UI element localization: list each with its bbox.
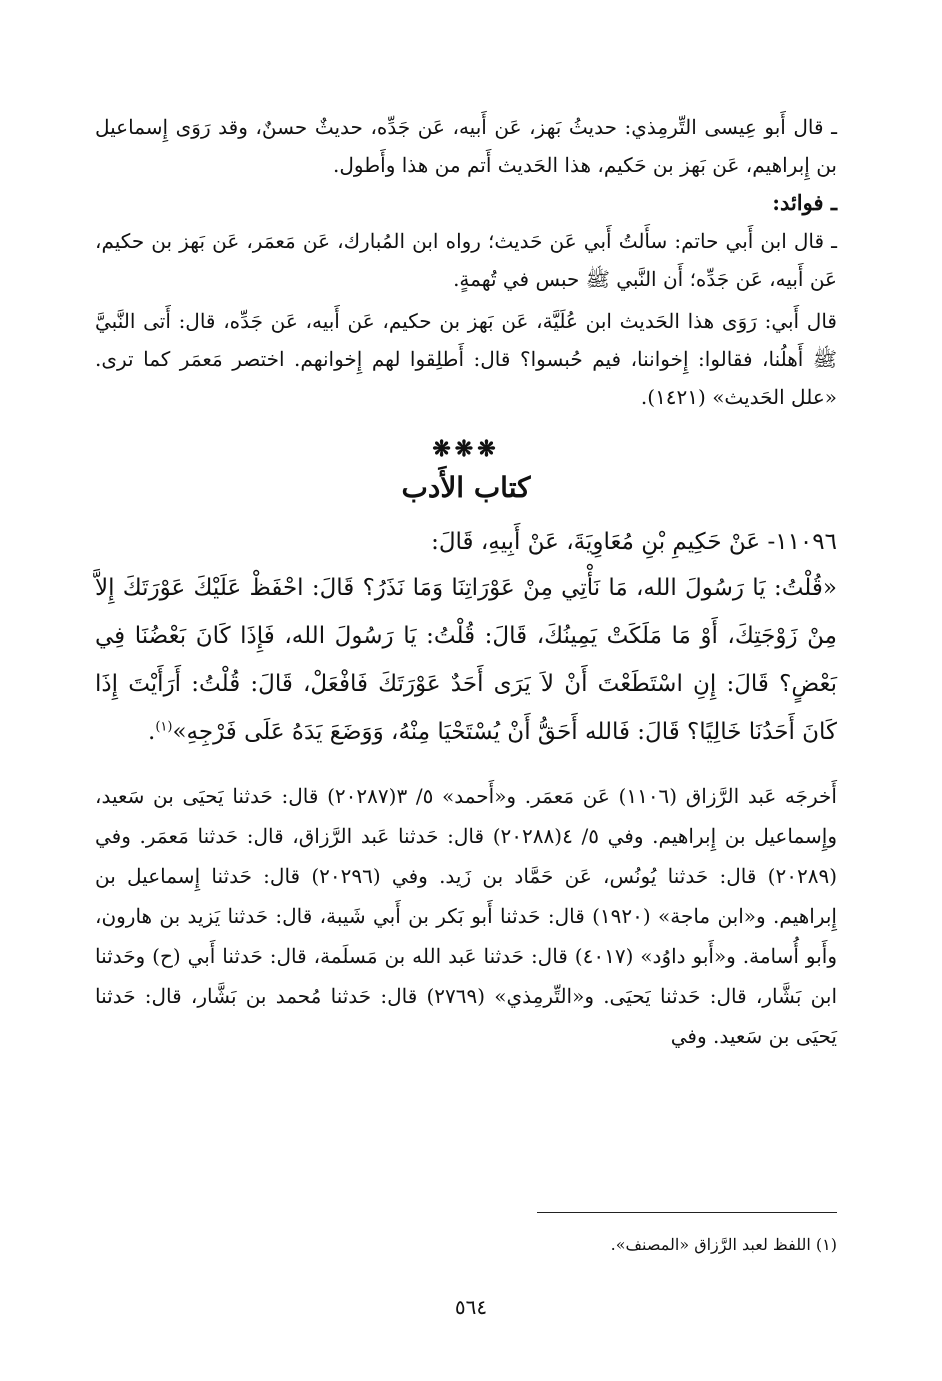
footnote-reference: (١) bbox=[155, 719, 173, 735]
hadith-matn: «قُلْتُ: يَا رَسُولَ الله، مَا نَأْتِي مِنْ عَوْرَاتِنَا وَمَا نَذَرُ؟ قَالَ: احْفَظْ عَلَيْكَ عَوْرَتَكَ إِلاَّ مِنْ زَوْجَتِكَ، أَوْ مَا مَلَكَتْ يَمِينُكَ، قَالَ: قُلْتُ: يَا رَسُولَ الله، فَإِذَا كَانَ بَعْضُنَا فِي بَعْضٍ؟ قَالَ: إِنِ اسْتَطَعْتَ أَنْ لاَ يَرَى أَحَدٌ عَوْرَتَكَ فَافْعَلْ، قَالَ: قُلْتُ: أَرَأَيْتَ إِذَا كَانَ أَحَدُنَا خَالِيًا؟ قَالَ: فَالله أَحَقُّ أَنْ يُسْتَحْيَا مِنْهُ، وَوَضَعَ يَدَهُ عَلَى فَرْجِهِ» bbox=[95, 575, 837, 745]
book-title: كتاب الأَدب bbox=[401, 471, 531, 504]
tirmidhi-comment: ـ قال أَبو عِيسى التِّرمِذي: حديثُ بَهز، عَن أَبيه، عَن جَدِّه، حديثٌ حسنٌ، وقد رَوَى إِسماعيل بن إِبراهيم، عَن بَهز بن حَكيم، هذا الحَديث أَتم من هذا وأَطول. bbox=[95, 115, 837, 177]
hadith-heading: ١١٠٩٦- عَنْ حَكِيمِ بْنِ مُعَاوِيَةَ، عَنْ أَبِيهِ، قَالَ: bbox=[431, 529, 837, 555]
page-number: ٥٦٤ bbox=[454, 1295, 488, 1319]
fawaid-paragraph: ـ قال ابن أَبي حاتم: سأَلتُ أَبي عَن حَديث؛ رواه ابن المُبارك، عَن مَعمَر، عَن بَهز بن حكيم، عَن أَبيه، عَن جَدِّه؛ أَن النَّبي ﷺ حبس في تُهمةٍ. bbox=[95, 229, 837, 291]
footnote: (١) اللفظ لعبد الرَّزاق «المصنف». bbox=[610, 1235, 837, 1254]
hadith-end-mark: . bbox=[148, 719, 156, 745]
footnote-divider bbox=[537, 1212, 837, 1213]
takhrij-paragraph: أَخرجَه عَبد الرَّزاق (١١٠٦) عَن مَعمَر. و«أَحمد» ٥/ ٣(٢٠٢٨٧) قال: حَدثنا يَحيَى بن سَعيد، وإِسماعيل بن إِبراهيم. وفي ٥/ ٤(٢٠٢٨٨) قال: حَدثنا عَبد الرَّزاق، قال: حَدثنا مَعمَر. وفي (٢٠٢٨٩) قال: حَدثنا يُونُس، عَن حَمَّاد بن زَيد. وفي (٢٠٢٩٦) قال: حَدثنا إِسماعيل بن إِبراهيم. و«ابن ماجة» (١٩٢٠) قال: حَدثنا أَبو بَكر بن أَبي شَيبة، قال: حَدثنا يَزيد بن هارون، وأَبو أُسامة. و«أَبو داوُد» (٤٠١٧) قال: حَدثنا عَبد الله بن مَسلَمة، قال: حَدثنا أَبي (ح) وحَدثنا ابن بَشَّار، قال: حَدثنا يَحيَى. و«التِّرمِذي» (٢٧٦٩) قال: حَدثنا مُحمد بن بَشَّار، قال: حَدثنا يَحيَى بن سَعيد. وفي bbox=[95, 784, 837, 1048]
hadith-text bbox=[95, 564, 837, 756]
fawaid-heading: ـ فوائد: bbox=[772, 190, 837, 215]
section-separator: ❋❋❋ bbox=[432, 436, 500, 462]
fawaid-paragraph: قال أَبي: رَوَى هذا الحَديث ابن عُلَيَّة، عَن بَهز بن حكيم، عَن أَبيه، عَن جَدِّه، قال: أَتى النَّبيَّ ﷺ أَهلُنا، فقالوا: إِخواننا، فيم حُبسوا؟ قال: أَطلِقوا لهم إِخوانهم. اختصر مَعمَر كما ترى. «علل الحَديث» (١٤٢١). bbox=[95, 309, 837, 409]
page-body bbox=[95, 108, 837, 1056]
